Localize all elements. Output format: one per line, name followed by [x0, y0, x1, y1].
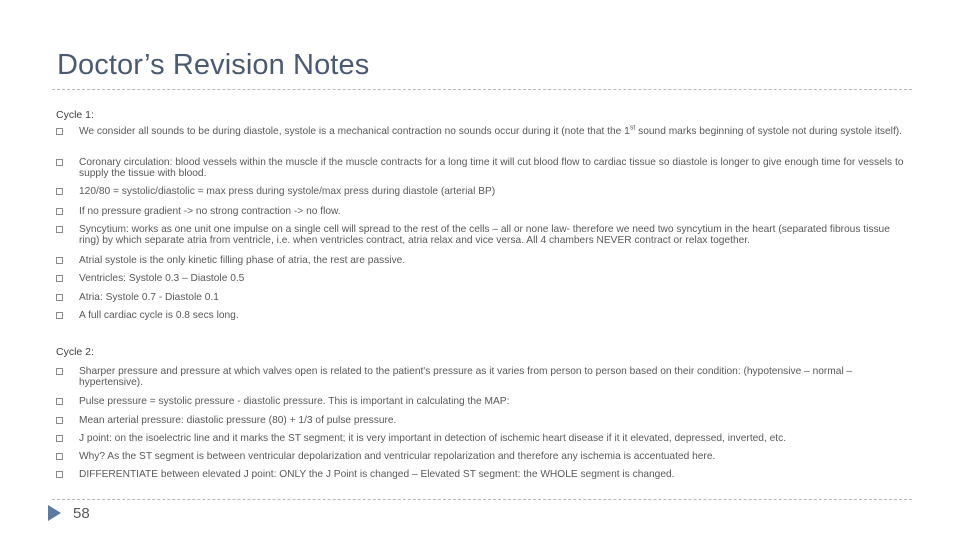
- cycle1-bullet-1: [56, 128, 63, 135]
- cycle2-item-5: Why? As the ST segment is between ventricular depolarization and ventricular repolarization and therefore any ischemia is accentuated here.: [79, 451, 716, 462]
- cycle2-bullet-5: [56, 453, 63, 460]
- cycle1-item-2: Coronary circulation: blood vessels within the muscle if the muscle contracts for a long time it will cut blood flow to cardiac tissue so diastole is longer to give enough time for vessels to supply the tissue with blood.: [79, 157, 904, 179]
- cycle1-bullet-8: [56, 294, 63, 301]
- cycle2-bullet-4: [56, 435, 63, 442]
- cycle1-item-8: Atria: Systole 0.7 - Diastole 0.1: [79, 292, 219, 303]
- cycle1-item-1: We consider all sounds to be during diastole, systole is a mechanical contraction no sounds occur during it (note that the 1st sound marks beginning of systole not during systole itself).: [79, 124, 902, 137]
- cycle1-bullet-7: [56, 275, 63, 282]
- cycle1-item-3: 120/80 = systolic/diastolic = max press during systole/max press during diastole (arterial BP): [79, 186, 496, 197]
- title-divider: [52, 89, 912, 90]
- cycle1-item-7: Ventricles: Systole 0.3 – Diastole 0.5: [79, 273, 245, 284]
- cycle2-item-3: Mean arterial pressure: diastolic pressure (80) + 1/3 of pulse pressure.: [79, 415, 397, 426]
- cycle1-heading: Cycle 1:: [56, 109, 94, 121]
- cycle2-bullet-2: [56, 398, 63, 405]
- cycle1-bullet-2: [56, 159, 63, 166]
- cycle1-bullet-9: [56, 312, 63, 319]
- slide-title: Doctor’s Revision Notes: [57, 49, 370, 81]
- cycle1-bullet-6: [56, 257, 63, 264]
- cycle2-bullet-6: [56, 471, 63, 478]
- footer-divider: [52, 499, 912, 500]
- cycle2-heading: Cycle 2:: [56, 346, 94, 358]
- cycle1-bullet-4: [56, 208, 63, 215]
- cycle1-item-4: If no pressure gradient -> no strong contraction -> no flow.: [79, 206, 341, 217]
- cycle2-bullet-1: [56, 368, 63, 375]
- cycle1-bullet-3: [56, 188, 63, 195]
- cycle2-item-2: Pulse pressure = systolic pressure - diastolic pressure. This is important in calculating the MAP:: [79, 396, 510, 407]
- cycle1-bullet-5: [56, 226, 63, 233]
- cycle2-bullet-3: [56, 417, 63, 424]
- cycle1-item-9: A full cardiac cycle is 0.8 secs long.: [79, 310, 239, 321]
- page-marker-icon: [48, 505, 61, 521]
- page-number: 58: [73, 505, 90, 522]
- cycle1-item-6: Atrial systole is the only kinetic filling phase of atria, the rest are passive.: [79, 255, 406, 266]
- cycle1-item-5: Syncytium: works as one unit one impulse on a single cell will spread to the rest of the cells – all or none law- therefore we need two syncytium in the heart (separated fibrous tissue ring) by which separate atria from ventricle, i.e. when ventricles contract, atria relax and vice versa. All 4 chambers NEVER contract or relax together.: [79, 224, 890, 246]
- cycle2-item-1: Sharper pressure and pressure at which valves open is related to the patient's pressure as it varies from person to person based on their condition: (hypotensive – normal – hypertensive).: [79, 366, 853, 388]
- cycle2-item-6: DIFFERENTIATE between elevated J point: ONLY the J Point is changed – Elevated ST segment: the WHOLE segment is changed.: [79, 469, 675, 480]
- cycle2-item-4: J point: on the isoelectric line and it marks the ST segment; it is very important in detection of ischemic heart disease if it it elevated, depressed, inverted, etc.: [79, 433, 787, 444]
